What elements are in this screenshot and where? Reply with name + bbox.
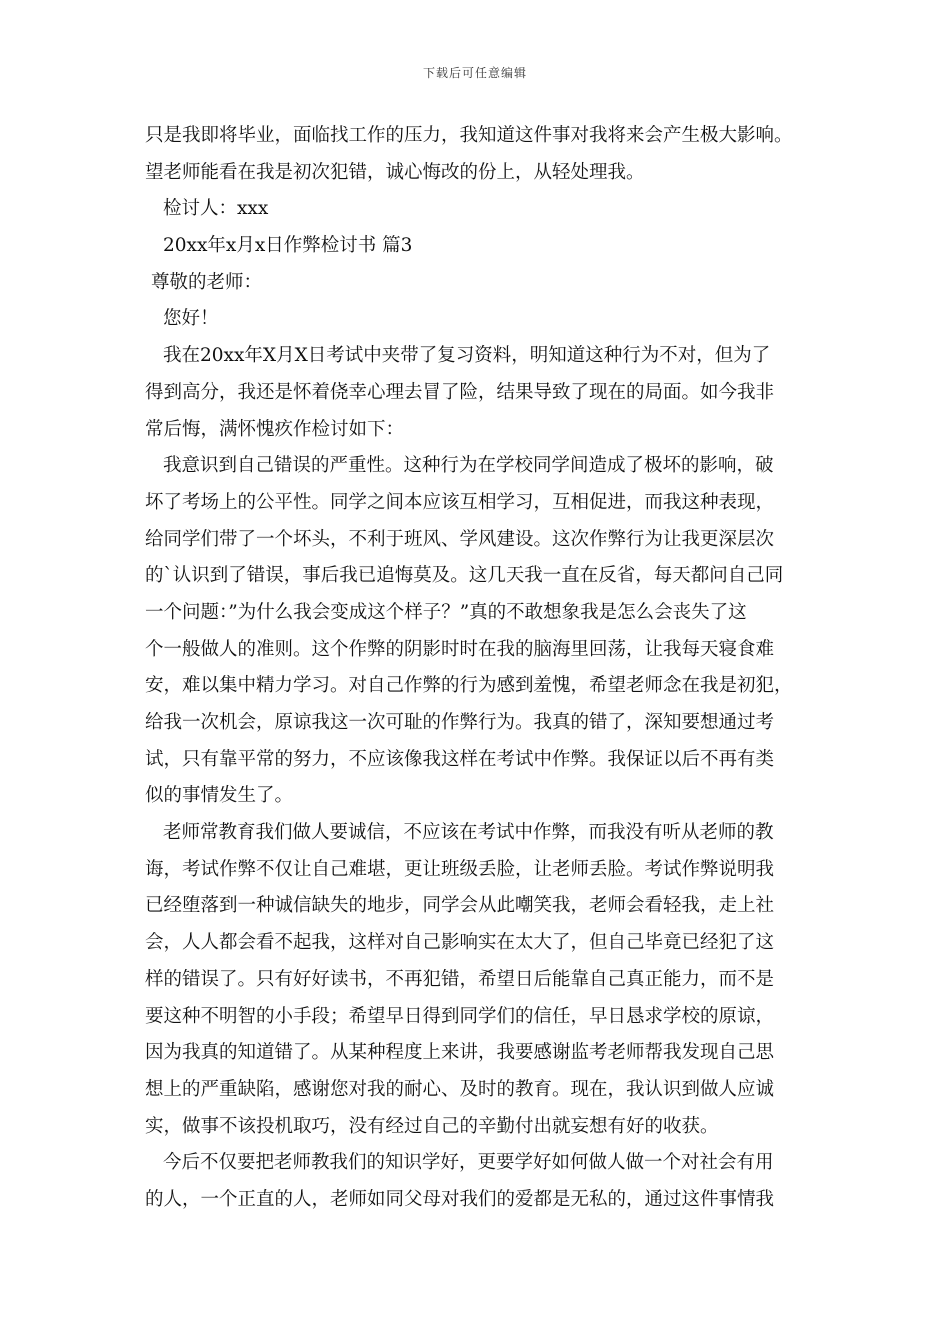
text-line: 今后不仅要把老师教我们的知识学好，更要学好如何做人做一个对社会有用 [163, 1152, 774, 1174]
text-line: 已经堕落到一种诚信缺失的地步，同学会从此嘲笑我，老师会看轻我，走上社 [145, 895, 775, 917]
text-line: 样的错误了。只有好好读书，不再犯错，希望日后能靠自己真正能力，而不是 [145, 968, 775, 990]
text-line: 常后悔，满怀愧疚作检讨如下： [145, 418, 405, 440]
text-line: 您好！ [163, 308, 219, 330]
text-line: 安，难以集中精力学习。对自己作弊的行为感到羞愧，希望老师念在我是初犯， [145, 675, 793, 697]
document-body [145, 118, 825, 1219]
text-line: 得到高分，我还是怀着侥幸心理去冒了险，结果导致了现在的局面。如今我非 [145, 381, 775, 403]
text-line: 给我一次机会，原谅我这一次可耻的作弊行为。我真的错了，深知要想通过考 [145, 712, 775, 733]
text-line: 望老师能看在我是初次犯错，诚心悔改的份上，从轻处理我。 [145, 161, 645, 183]
text-line: 20xx年x月x日作弊检讨书 篇3 [163, 235, 413, 257]
text-line: 我在20xx年X月X日考试中夹带了复习资料，明知道这种行为不对，但为了 [163, 345, 771, 367]
page-header: 下载后可任意编辑 [422, 66, 527, 80]
text-line: 要这种不明智的小手段；希望早日得到同学们的信任，早日恳求学校的原谅， [145, 1005, 775, 1027]
text-line: 的`认识到了错误，事后我已追悔莫及。这几天我一直在反省，每天都问自己同 [145, 565, 784, 587]
text-line: 一个问题：”为什么我会变成这个样子？”真的不敢想象我是怎么会丧失了这 [145, 601, 747, 623]
text-line: 个一般做人的准则。这个作弊的阴影时时在我的脑海里回荡，让我每天寝食难 [145, 638, 775, 660]
text-line: 检讨人：xxx [163, 198, 269, 220]
text-line: 坏了考场上的公平性。同学之间本应该互相学习，互相促进，而我这种表现， [145, 491, 775, 513]
text-line: 因为我真的知道错了。从某种程度上来讲，我要感谢监考老师帮我发现自己思 [145, 1042, 775, 1064]
text-line: 实，做事不该投机取巧，没有经过自己的辛勤付出就妄想有好的收获。 [145, 1115, 719, 1137]
text-line: 诲，考试作弊不仅让自己难堪，更让班级丢脸，让老师丢脸。考试作弊说明我 [145, 858, 775, 880]
text-line: 给同学们带了一个坏头，不利于班风、学风建设。这次作弊行为让我更深层次 [145, 528, 775, 550]
text-line: 会，人人都会看不起我，这样对自己影响实在太大了，但自己毕竟已经犯了这 [145, 932, 775, 954]
text-line: 老师常教育我们做人要诚信，不应该在考试中作弊，而我没有听从老师的教 [163, 822, 774, 844]
text-line: 的人，一个正直的人，老师如同父母对我们的爱都是无私的，通过这件事情我 [145, 1188, 775, 1210]
text-line: 尊敬的老师： [151, 271, 263, 293]
text-line: 只是我即将毕业，面临找工作的压力，我知道这件事对我将来会产生极大影响。 [145, 125, 793, 146]
text-line: 似的事情发生了。 [145, 785, 294, 807]
text-line: 试，只有靠平常的努力，不应该像我这样在考试中作弊。我保证以后不再有类 [145, 748, 775, 770]
text-line: 想上的严重缺陷，感谢您对我的耐心、及时的教育。现在，我认识到做人应诚 [145, 1078, 775, 1100]
text-line: 我意识到自己错误的严重性。这种行为在学校同学间造成了极坏的影响，破 [163, 455, 774, 477]
